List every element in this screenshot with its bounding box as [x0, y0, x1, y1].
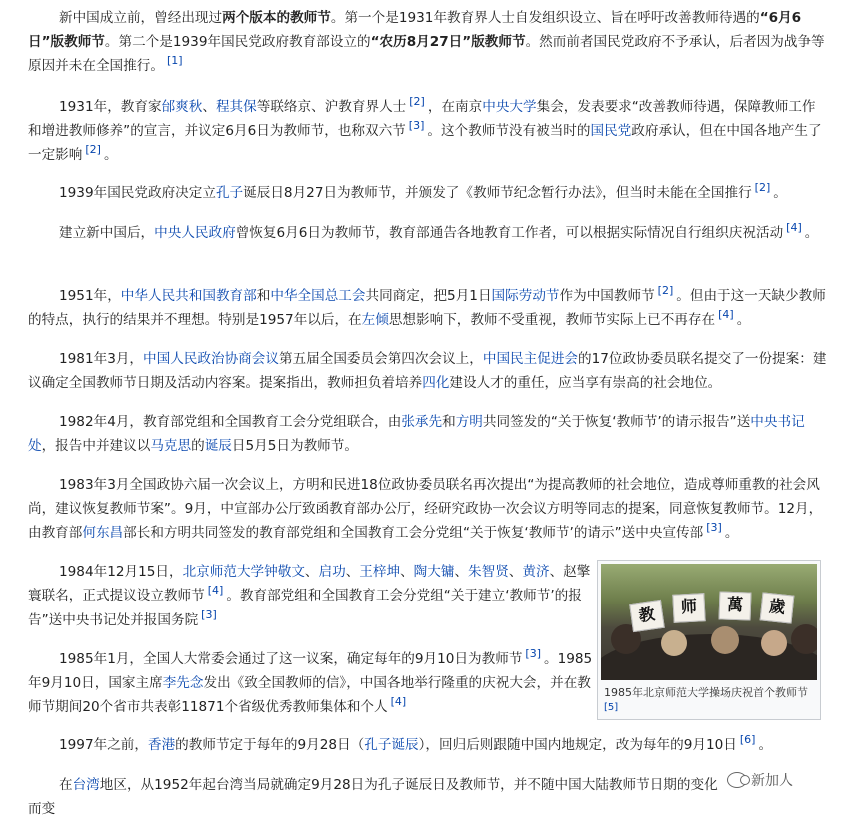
citation-ref[interactable]: [3] — [408, 119, 425, 133]
watermark-text: 新加人 — [751, 773, 793, 789]
paragraph-6 — [28, 347, 828, 395]
paragraph-4 — [28, 221, 828, 245]
paragraph-text: 作为中国教师节 — [559, 288, 655, 304]
inline-link[interactable]: 钟敬文 — [264, 564, 305, 580]
inline-link[interactable]: 香港 — [147, 737, 176, 753]
paragraph-text: ，在南京 — [427, 99, 483, 115]
paragraph-text: 思想影响下，教师不受重视，教师节实际上已不再存在 — [388, 312, 716, 328]
inline-link[interactable]: 黄济 — [522, 564, 550, 580]
inline-link[interactable]: 国际劳动节 — [491, 288, 560, 304]
citation-ref[interactable]: [4] — [207, 584, 224, 598]
paragraph-text: 。 — [736, 312, 751, 328]
inline-link[interactable]: 马克思 — [150, 438, 192, 454]
inline-link[interactable]: 何东昌 — [82, 525, 124, 541]
inline-link[interactable]: 四化 — [422, 375, 450, 391]
inline-link[interactable]: 朱智贤 — [468, 564, 509, 580]
paragraph-text: 政府承认，但在中国各地产生了一定影响 — [28, 123, 822, 163]
paragraph-text: 。教育部党组和全国教育工会分党组“关于建立‘教师节’的报告”送中央书记处并报国务院 — [28, 588, 582, 628]
paragraph-text: 诞辰日8月27日为教师节，并颁发了《教师节纪念暂行办法》，但当时未能在全国推行 — [243, 185, 752, 201]
inline-link[interactable]: 中央书记处 — [28, 414, 805, 454]
banner-sign-2: 师 — [672, 593, 705, 623]
paragraph-text: 发出《致全国教师的信》，中国各地举行隆重的庆祝大会，并在教师节期间20个省市共表彰11871个省级优秀教师集体和个人 — [28, 675, 591, 715]
inline-link[interactable]: 孔子 — [215, 185, 244, 201]
paragraph-text: ，报告中并建议以 — [41, 438, 151, 454]
paragraph-text: 1985年1月，全国人大常委会通过了这一议案，确定每年的9月10日为教师节 — [59, 651, 523, 667]
paragraph-text: 1931年，教育家 — [59, 99, 162, 115]
figure-caption-text: 1985年北京师范大学操场庆祝首个教师节 — [604, 686, 808, 699]
paragraph-text: 。 — [804, 225, 819, 241]
paragraph-text: ），回归后则跟随中国内地规定，改为每年的9月10日 — [418, 737, 737, 753]
paragraph-text: 共同签发的“关于恢复‘教师节’的请示报告”送 — [482, 414, 751, 430]
inline-link[interactable]: 方明 — [455, 414, 483, 430]
citation-ref[interactable]: [2] — [754, 181, 771, 195]
citation-ref[interactable]: [2] — [85, 143, 101, 157]
citation-ref[interactable]: [4] — [718, 308, 734, 322]
paragraph-10 — [28, 647, 593, 719]
bold-text: “6月6日”版教师节 — [28, 10, 802, 50]
bold-text: 两个版本的教师节 — [222, 10, 331, 26]
citation-ref[interactable]: [4] — [390, 695, 407, 709]
citation-ref[interactable]: [3] — [201, 608, 217, 622]
inline-link[interactable]: 中华人民共和国教育部 — [120, 288, 257, 304]
citation-ref[interactable]: [3] — [706, 521, 722, 535]
inline-link[interactable]: 王梓坤 — [359, 564, 401, 580]
paragraph-text: 等联络京、沪教育界人士 — [256, 99, 407, 115]
paragraph-text: 1951年， — [59, 288, 121, 304]
paragraph-text: 。这个教师节没有被当时的 — [427, 123, 591, 139]
paragraph-text: 、 — [304, 564, 319, 580]
paragraph-text: 。但由于这一天缺少教师的特点，执行的结果并不理想。特别是1957年以后，在 — [28, 288, 826, 328]
inline-link[interactable]: 中国民主促进会 — [482, 351, 579, 367]
paragraph-text: 。 — [773, 185, 787, 201]
paragraph-text: 的 — [191, 438, 205, 454]
inline-link[interactable]: 国民党 — [590, 123, 632, 139]
paragraph-text: 地区，从1952年起台湾当局就确定9月28日为孔子诞辰日及教师节，并不随中国大陆教师节日期的变化而变 — [28, 777, 718, 817]
paragraph-text: 、 — [400, 564, 414, 580]
paragraph-text: 和 — [442, 414, 456, 430]
inline-link[interactable]: 中华全国总工会 — [270, 288, 366, 304]
paragraph-11 — [28, 733, 828, 757]
paragraph-text: 、 — [202, 99, 216, 115]
paragraph-text: 1981年3月， — [59, 351, 144, 367]
citation-ref[interactable]: [3] — [525, 647, 542, 661]
paragraph-text: 。 — [724, 525, 739, 541]
paragraph-2 — [28, 95, 828, 167]
paragraph-text: 。 — [758, 737, 773, 753]
bold-text: “农历8月27日”版教师节 — [370, 34, 526, 50]
paragraph-text: 建立新中国后， — [59, 225, 155, 241]
citation-ref[interactable]: [6] — [739, 733, 756, 747]
figure-caption — [604, 685, 816, 719]
paragraph-text: 。第二个是1939年国民党政府教育部设立的 — [104, 34, 371, 50]
banner-sign-1: 教 — [629, 600, 665, 632]
paragraph-text: 第五届全国委员会第四次会议上， — [278, 351, 483, 367]
paragraph-text: 建设人才的重任，应当享有崇高的社会地位。 — [449, 375, 722, 391]
paragraph-1 — [28, 6, 828, 78]
paragraph-text: 。 — [103, 147, 118, 163]
citation-ref[interactable]: [1] — [166, 54, 183, 68]
inline-link[interactable]: 孔子诞辰 — [364, 737, 419, 753]
paragraph-text: 共同商定，把5月1日 — [365, 288, 492, 304]
paragraph-text: 在 — [59, 777, 73, 793]
watermark — [727, 768, 827, 792]
wechat-icon — [727, 772, 747, 788]
paragraph-12 — [28, 773, 728, 821]
paragraph-text: 、 — [508, 564, 523, 580]
inline-link[interactable]: 启功 — [318, 564, 346, 580]
paragraph-text: 。然而前者国民党政府不予承认，后者因为战争等原因并未在全国推行。 — [28, 34, 825, 74]
paragraph-7 — [28, 410, 828, 458]
paragraph-text: 、赵擎寰联名，正式提议设立教师节 — [28, 564, 591, 604]
paragraph-text: 新中国成立前，曾经出现过 — [59, 10, 223, 26]
inline-link[interactable]: 李先念 — [162, 675, 204, 691]
paragraph-text: 1983年3月全国政协六届一次会议上，方明和民进18位政协委员联名再次提出“为提高教师的社会地位，造成尊师重教的社会风尚，建议恢复教师节案”。9月，中宣部办公厅致函教育部办公厅，经研究政协一次会议方明等同志的提案，同意恢复教师节。12月，由教育部 — [28, 477, 823, 541]
inline-link[interactable]: 北京师范大学 — [182, 564, 265, 580]
inline-link[interactable]: 邰爽秋 — [161, 99, 203, 115]
inline-link[interactable]: 诞辰 — [204, 438, 232, 454]
photo-figure — [597, 560, 821, 720]
paragraph-text: 的17位政协委员联名提交了一份提案：建议确定全国教师节日期及活动内容案。提案指出，教师担负着培养 — [28, 351, 827, 391]
inline-link[interactable]: 张承先 — [401, 414, 443, 430]
paragraph-text: 。1985年9月10日，国家主席 — [28, 651, 593, 691]
paragraph-text: 日5月5日为教师节。 — [231, 438, 358, 454]
inline-link[interactable]: 陶大镛 — [413, 564, 455, 580]
inline-link[interactable]: 左倾 — [361, 312, 389, 328]
inline-link[interactable]: 中国人民政治协商会议 — [143, 351, 279, 367]
celebration-photo[interactable] — [601, 564, 817, 680]
paragraph-text: 部长和方明共同签发的教育部党组和全国教育工会分党组“关于恢复‘教师节’的请示”送中央宣传部 — [123, 525, 704, 541]
paragraph-text: 、 — [454, 564, 469, 580]
paragraph-text: 集会，发表要求“改善教师待遇，保障教师工作和增进教师修养”的宣言，并议定6月6日为教师节，也称双六节 — [28, 99, 816, 139]
paragraph-9 — [28, 560, 593, 632]
citation-ref[interactable]: [2] — [657, 284, 674, 298]
paragraph-text: 曾恢复6月6日为教师节，教育部通告各地教育工作者，可以根据实际情况自行组织庆祝活动 — [235, 225, 784, 241]
citation-ref[interactable]: [2] — [409, 95, 425, 109]
paragraph-text: 。第一个是1931年教育界人士自发组织设立、旨在呼吁改善教师待遇的 — [330, 10, 760, 26]
inline-link[interactable]: 程其保 — [215, 99, 257, 115]
paragraph-5 — [28, 284, 828, 332]
inline-link[interactable]: 中央大学 — [482, 99, 537, 115]
paragraph-text: 1982年4月，教育部党组和全国教育工会分党组联合，由 — [59, 414, 402, 430]
paragraph-3 — [28, 181, 828, 205]
paragraph-8 — [28, 473, 828, 545]
banner-sign-4: 歲 — [760, 592, 795, 623]
inline-link[interactable]: 台湾 — [72, 777, 100, 793]
paragraph-text: 的教师节定于每年的9月28日（ — [175, 737, 365, 753]
paragraph-text: 和 — [256, 288, 271, 304]
paragraph-text: 1997年之前， — [59, 737, 148, 753]
banner-sign-3: 萬 — [719, 591, 752, 620]
inline-link[interactable]: 中央人民政府 — [154, 225, 236, 241]
citation-ref[interactable]: [4] — [786, 221, 802, 235]
figure-caption-ref[interactable]: [5] — [604, 702, 619, 713]
paragraph-text: 1939年国民党政府决定立 — [59, 185, 216, 201]
paragraph-text: 1984年12月15日， — [59, 564, 183, 580]
paragraph-text: 、 — [345, 564, 360, 580]
